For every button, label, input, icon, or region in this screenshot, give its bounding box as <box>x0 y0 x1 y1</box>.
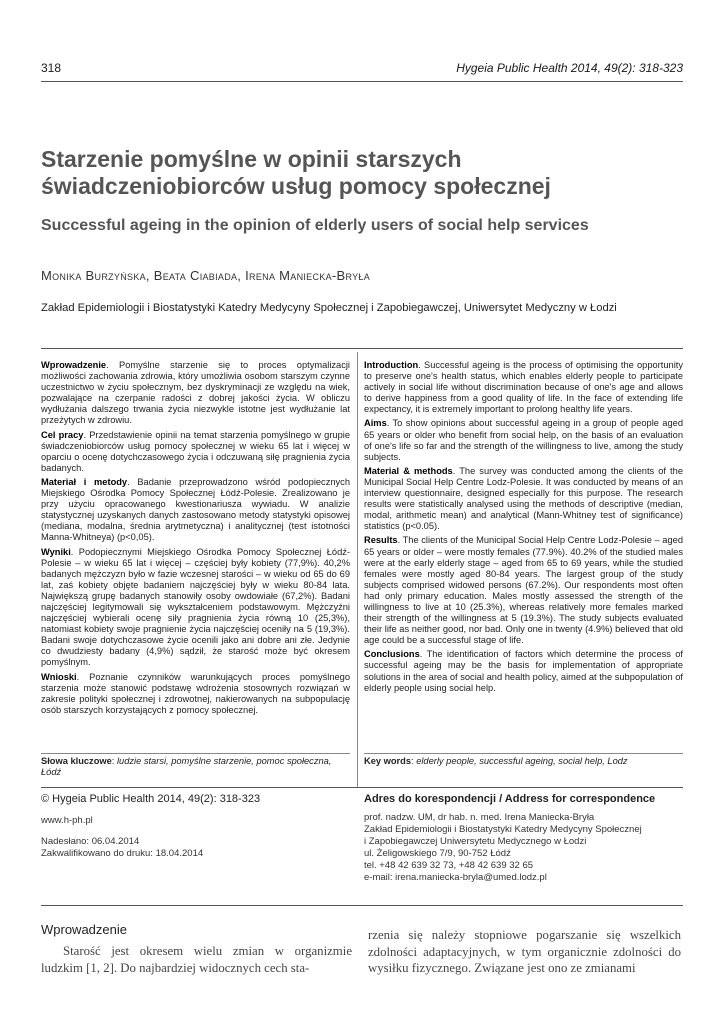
website-link[interactable]: www.h-ph.pl <box>41 815 93 826</box>
section-label: Aims <box>364 418 387 429</box>
page-number: 318 <box>41 61 62 75</box>
section-label: Introduction <box>364 360 419 370</box>
correspondence-line: prof. nadzw. UM, dr hab. n. med. Irena Maniecka-Bryła <box>364 812 595 823</box>
section-text: Badanie przeprowadzono wśród podopiecznych Miejskiego Ośrodka Pomocy Społecznej Łódź-Polesie. Zrealizowano je przy użyciu opracowanego kwestionariusza wywiadu. W analizie statystycznej uzyskanych danych zastosowano metody statystyki opisowej (mediana, modalna, średnia arytmetyczna) i analitycznej (test istotności Manna-Whitneya) (p<0,05). <box>41 476 350 543</box>
section-label: Results <box>364 535 398 546</box>
abstract-polish <box>41 360 350 719</box>
abstract-paragraph: Material & methods. The survey was conducted among the clients of the Municipal Social Help Centre Lodz-Polesie. It was conducted by means of an interview questionnaire, designed especially for this purpose. The research results were statistically analysed using the methods of descriptive (median, modal, arithmetic mean) and analytical (Mann-Whitney test of significance) statistics (p<0.05). <box>364 465 683 532</box>
abstract-top-rule <box>41 348 683 349</box>
received-date: Nadesłano: 06.04.2014 <box>41 836 140 847</box>
correspondence-line: Zakład Epidemiologii i Biostatystyki Katedry Medycyny Społecznej <box>364 824 642 835</box>
submission-dates <box>41 836 203 860</box>
correspondence-email[interactable]: e-mail: irena.maniecka-bryla@umed.lodz.pl <box>364 872 547 883</box>
title-polish: Starzenie pomyślne w opinii starszych świadczeniobiorców usług pomocy społecznej <box>41 146 551 199</box>
abstract-paragraph: Conclusions. The identification of factors which determine the process of successful ageing may be the basis for implementation of appropriate solutions in the area of social and health policy, aimed at the subpopulation of elderly people using social help. <box>364 649 684 693</box>
journal-citation: Hygeia Public Health 2014, 49(2): 318-323 <box>456 61 683 75</box>
section-label: Wyniki <box>41 546 71 557</box>
section-text: Podopiecznymi Miejskiego Ośrodka Pomocy Społecznej Łódź-Polesie – w wieku 65 lat i więcej – częściej były kobiety (77,9%). 40,2% badanych mężczyzn było w fazie wczesnej starości – w wieku od 65 do 69 lat, zaś kobiety objęte badaniem najczęściej były w wieku 80-84 lata. Największą grupę badanych stanowiły osoby owdowiałe (67,2%). Badani najczęściej legitymowali się wykształceniem podstawowym. Mężczyźni najczęściej wybierali ocenę siły pragnienia życia równą 10 (25,3%), natomiast kobiety swoje pragnienie życia najczęściej oceniły na 5 (19,3%). Badani swoje dotychczasowe życie ocenili jako ani dobre ani złe. Jedynie co dwudziesty badany (4,9%) sądził, że starość może być okresem pomyślnym. <box>41 546 350 668</box>
section-label: Wnioski <box>41 671 77 682</box>
section-text: Poznanie czynników warunkujących proces pomyślnego starzenia może stanowić podstawę wdrożenia stosownych rozwiązań w zakresie polityki społecznej i zdrowotnej, nakierowanych na subpopulację osób starszych korzystających z pomocy społecznej. <box>41 671 351 715</box>
section-text: The identification of factors which determine the process of successful ageing may be the basis for implementation of appropriate solutions in the area of social and health policy, aimed at the subpopulation of elderly people using social help. <box>364 649 684 693</box>
correspondence-line: i Zapobiegawczej Uniwersytetu Medycznego w Łodzi <box>364 836 587 847</box>
section-label: Wprowadzenie <box>41 360 107 370</box>
section-label: Conclusions <box>364 649 420 660</box>
affiliation: Zakład Epidemiologii i Biostatystyki Katedry Medycyny Społecznej i Zapobiegawczej, Uniwersytet Medyczny w Łodzi <box>41 302 617 314</box>
accepted-date: Zakwalifikowano do druku: 18.04.2014 <box>41 848 204 859</box>
keywords-rule-left <box>41 753 350 754</box>
section-text: Przedstawienie opinii na temat starzenia pomyślnego w grupie świadczeniobiorców usług pomocy społecznej w wieku 65 lat i więcej w oparciu o ocenę dotychczasowego życia i odczuwaną siłę pragnienia życia badanych. <box>41 429 351 473</box>
abstract-paragraph: Cel pracy. Przedstawienie opinii na temat starzenia pomyślnego w grupie świadczeniobiorców usług pomocy społecznej w wieku 65 lat i więcej w oparciu o ocenę dotychczasowego życia i odczuwaną siłę pragnienia życia badanych. <box>41 429 351 473</box>
keywords-rule-right <box>364 753 683 754</box>
correspondence-heading: Adres do korespondencji / Address for correspondence <box>364 793 656 805</box>
abstract-paragraph: Wyniki. Podopiecznymi Miejskiego Ośrodka Pomocy Społecznej Łódź-Polesie – w wieku 65 lat i więcej – częściej były kobiety (77,9%). 40,2% badanych mężczyzn było w fazie wczesnej starości – w wieku od 65 do 69 lat, zaś kobiety objęte badaniem najczęściej były w wieku 80-84 lata. Największą grupę badanych stanowiły osoby owdowiałe (67,2%). Badani najczęściej legitymowali się wykształceniem podstawowym. Mężczyźni najczęściej wybierali ocenę siły pragnienia życia równą 10 (25,3%), natomiast kobiety swoje pragnienie życia najczęściej oceniły na 5 (19,3%). Badani swoje dotychczasowe życie ocenili jako ani dobre ani złe. Jedynie co dwudziesty badany (4,9%) sądził, że starość może być okresem pomyślnym. <box>41 546 350 668</box>
section-label: Cel pracy <box>41 429 84 440</box>
abstract-english <box>364 360 683 697</box>
correspondence-line: tel. +48 42 639 32 73, +48 42 639 32 65 <box>364 860 534 871</box>
body-text-right: rzenia się należy stopniowe pogarszanie się wszelkich zdolności adaptacyjnych, w tym organicznie zdolności do wysiłku fizycznego. Związane jest ono ze zmianami <box>368 928 681 975</box>
section-text: Successful ageing is the process of optimising the opportunity to preserve one's health status, which enables elderly people to participate actively in social life without discrimination because of one's age and allows to derive happiness from a good quality of life. In the face of extending life expectancy, it is extremely important to prolong healthy life years. <box>364 360 683 415</box>
body-rule <box>41 905 683 906</box>
info-rule <box>41 787 683 788</box>
abstract-paragraph: Results. The clients of the Municipal Social Help Centre Lodz-Polesie – aged 65 years or older – were mostly females (77.9%). 40.2% of the studied males were at the early elderly stage – aged from 65 to 69 years, while the studied females were mostly aged 80-84 years. The largest group of the study subjects comprised widowed persons (67.2%). Our respondents most often had only primary education. Males mostly assessed the strength of the willingness to live at 10 (25.3%), whereas relatively more females marked their strength of the willingness at 5 (19.3%). The study subjects evaluated their life as neither good, nor bad. Only one in twenty (4.9%) believed that old age could be a successful stage of life. <box>364 535 683 646</box>
correspondence-line: ul. Żeligowskiego 7/9, 90-752 Łódź <box>364 848 511 859</box>
abstract-paragraph: Wnioski. Poznanie czynników warunkujących proces pomyślnego starzenia może stanowić podstawę wdrożenia stosownych rozwiązań w zakresie polityki społecznej i zdrowotnej, nakierowanych na subpopulację osób starszych korzystających z pomocy społecznej. <box>41 671 351 715</box>
section-label: Materiał i metody <box>41 476 128 487</box>
section-text: The survey was conducted among the clients of the Municipal Social Help Centre Lodz-Polesie. It was conducted by means of an interview questionnaire, designed especially for this purpose. The research results were statistically analysed using the methods of descriptive (median, modal, arithmetic mean) and analytical (Mann-Whitney test of significance) statistics (p<0.05). <box>364 465 683 532</box>
copyright: © Hygeia Public Health 2014, 49(2): 318-323 <box>41 793 261 805</box>
section-label: Material & methods <box>364 465 453 476</box>
keywords-polish: Słowa kluczowe: ludzie starsi, pomyślne starzenie, pomoc społeczna, Łódź <box>41 756 332 778</box>
title-english: Successful ageing in the opinion of elderly users of social help services <box>41 217 589 234</box>
keywords-english: Key words: elderly people, successful ageing, social help, Lodz <box>364 756 628 766</box>
abstract-paragraph: Wprowadzenie. Pomyślne starzenie się to proces optymalizacji możliwości zachowania zdrowia, który umożliwia osobom starszym czynne uczestnictwo w życiu społecznym, bez dyskryminacji ze względu na wiek, pozwalające na czerpanie radości z dobrej jakości życia. W obliczu wydłużania dalszego trwania życia niezwykle istotne jest wydłużanie lat przeżytych w zdrowiu. <box>41 360 350 426</box>
header-rule <box>41 81 683 82</box>
section-heading: Wprowadzenie <box>41 922 127 937</box>
authors: Monika Burzyńska, Beata Ciabiada, Irena Maniecka-Bryła <box>41 268 371 283</box>
abstract-column-divider <box>357 352 358 788</box>
abstract-paragraph: Materiał i metody. Badanie przeprowadzono wśród podopiecznych Miejskiego Ośrodka Pomocy Społecznej Łódź-Polesie. Zrealizowano je przy użyciu opracowanego kwestionariusza wywiadu. W analizie statystycznej uzyskanych danych zastosowano metody statystyki opisowej (mediana, modalna, średnia arytmetyczna) i analitycznej (test istotności Manna-Whitneya) (p<0,05). <box>41 476 350 543</box>
section-text: Pomyślne starzenie się to proces optymalizacji możliwości zachowania zdrowia, który umożliwia osobom starszym czynne uczestnictwo w życiu społecznym, bez dyskryminacji ze względu na wiek, pozwalające na czerpanie radości z dobrej jakości życia. W obliczu wydłużania dalszego trwania życia niezwykle istotne jest wydłużanie lat przeżytych w zdrowiu. <box>41 360 350 426</box>
section-text: The clients of the Municipal Social Help Centre Lodz-Polesie – aged 65 years or older – were mostly females (77.9%). 40.2% of the studied males were at the early elderly stage – aged from 65 to 69 years, while the studied females were mostly aged 80-84 years. The largest group of the study subjects comprised widowed persons (67.2%). Our respondents most often had only primary education. Males mostly assessed the strength of the willingness to live at 10 (25.3%), whereas relatively more females marked their strength of the willingness at 5 (19.3%). The study subjects evaluated their life as neither good, nor bad. Only one in twenty (4.9%) believed that old age could be a successful stage of life. <box>364 535 683 646</box>
section-text: To show opinions about successful ageing in a group of people aged 65 years or older who benefit from social help, on the basis of an evaluation of one's life so far and the strength of the willingness to live, among the study subjects. <box>364 418 683 462</box>
abstract-paragraph: Aims. To show opinions about successful ageing in a group of people aged 65 years or older who benefit from social help, on the basis of an evaluation of one's life so far and the strength of the willingness to live, among the study subjects. <box>364 418 683 462</box>
body-text-left: Starość jest okresem wielu zmian w organizmie ludzkim [1, 2]. Do najbardziej widocznych cech sta- <box>41 944 352 975</box>
correspondence-address <box>364 812 642 884</box>
abstract-paragraph: Introduction. Successful ageing is the process of optimising the opportunity to preserve one's health status, which enables elderly people to participate actively in social life without discrimination because of one's age and allows to derive happiness from a good quality of life. In the face of extending life expectancy, it is extremely important to prolong healthy life years. <box>364 360 683 415</box>
